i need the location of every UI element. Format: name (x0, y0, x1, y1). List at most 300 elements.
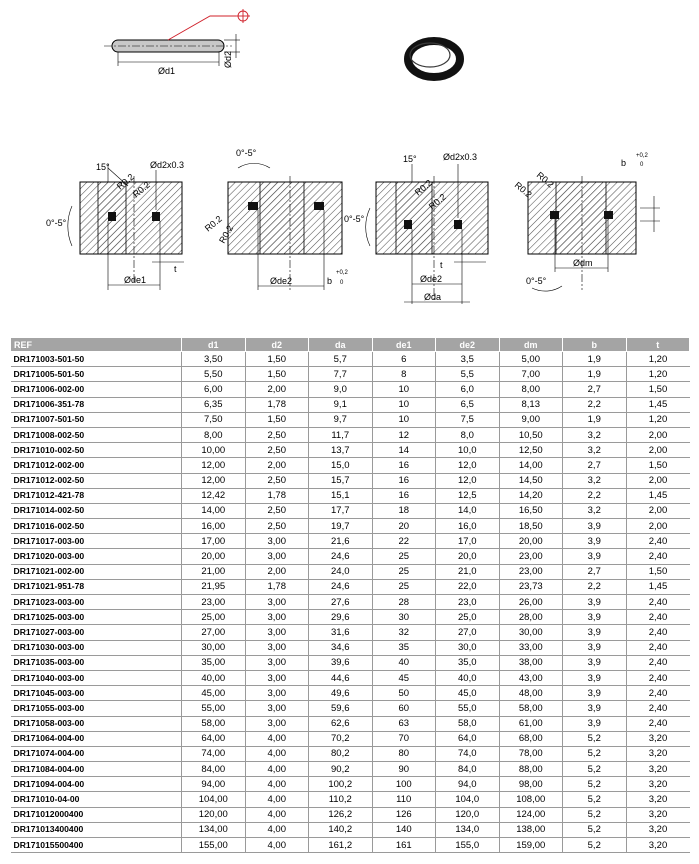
value-cell: 12,00 (182, 458, 246, 473)
value-cell: 20,00 (182, 549, 246, 564)
value-cell: 25,00 (182, 610, 246, 625)
groove3-angle-0-5: 0°-5° (344, 214, 365, 224)
value-cell: 80,2 (309, 746, 373, 761)
value-cell: 3,2 (563, 443, 627, 458)
ref-cell: DR171010-002-50 (11, 443, 182, 458)
ref-cell: DR171005-501-50 (11, 367, 182, 382)
value-cell: 134,00 (182, 822, 246, 837)
groove4-tol-plus: +0,2 (636, 153, 648, 159)
table-row (11, 549, 690, 564)
value-cell: 5,2 (563, 746, 627, 761)
oring-side-view (104, 9, 250, 76)
value-cell: 1,9 (563, 352, 627, 367)
value-cell: 10,00 (182, 443, 246, 458)
groove3-angle-15: 15° (403, 154, 417, 164)
value-cell: 2,00 (626, 503, 690, 518)
value-cell: 50 (372, 686, 436, 701)
value-cell: 70 (372, 731, 436, 746)
value-cell: 84,00 (182, 762, 246, 777)
ref-cell: DR171007-501-50 (11, 412, 182, 427)
groove4-angle-0-5: 0°-5° (526, 276, 547, 286)
value-cell: 159,00 (499, 838, 563, 853)
value-cell: 2,40 (626, 686, 690, 701)
value-cell: 1,9 (563, 412, 627, 427)
value-cell: 3,00 (245, 610, 309, 625)
table-row (11, 352, 690, 367)
value-cell: 40 (372, 655, 436, 670)
value-cell: 2,50 (245, 503, 309, 518)
table-row (11, 488, 690, 503)
oring-d2-label: Ød2 (223, 50, 233, 68)
groove2-tol-plus: +0,2 (336, 270, 348, 276)
value-cell: 24,6 (309, 549, 373, 564)
value-cell: 3,00 (245, 716, 309, 731)
ref-cell: DR171035-003-00 (11, 655, 182, 670)
value-cell: 104,00 (182, 792, 246, 807)
table-row (11, 503, 690, 518)
value-cell: 55,0 (436, 701, 500, 716)
value-cell: 3,2 (563, 473, 627, 488)
value-cell: 8 (372, 367, 436, 382)
ref-cell: DR171008-002-50 (11, 427, 182, 442)
value-cell: 4,00 (245, 792, 309, 807)
value-cell: 3,9 (563, 716, 627, 731)
value-cell: 3,9 (563, 701, 627, 716)
value-cell: 2,50 (245, 519, 309, 534)
value-cell: 61,00 (499, 716, 563, 731)
value-cell: 63 (372, 716, 436, 731)
ref-cell: DR171027-003-00 (11, 625, 182, 640)
ref-cell: DR171012-421-78 (11, 488, 182, 503)
value-cell: 126 (372, 807, 436, 822)
table-row (11, 670, 690, 685)
value-cell: 12 (372, 427, 436, 442)
value-cell: 3,20 (626, 807, 690, 822)
value-cell: 26,00 (499, 595, 563, 610)
value-cell: 5,50 (182, 367, 246, 382)
value-cell: 7,7 (309, 367, 373, 382)
value-cell: 3,9 (563, 595, 627, 610)
value-cell: 16 (372, 473, 436, 488)
value-cell: 155,00 (182, 838, 246, 853)
ref-cell: DR171013400400 (11, 822, 182, 837)
column-header-t: t (626, 338, 690, 352)
ref-cell: DR171084-004-00 (11, 762, 182, 777)
value-cell: 1,78 (245, 488, 309, 503)
groove3-de2-label: Øde2 (420, 274, 443, 284)
value-cell: 2,7 (563, 564, 627, 579)
groove3-chamfer: Ød2x0.3 (443, 152, 478, 162)
value-cell: 12,00 (182, 473, 246, 488)
value-cell: 4,00 (245, 731, 309, 746)
value-cell: 4,00 (245, 838, 309, 853)
table-header-row (11, 338, 690, 352)
ref-cell: DR171040-003-00 (11, 670, 182, 685)
value-cell: 4,00 (245, 777, 309, 792)
value-cell: 1,45 (626, 579, 690, 594)
value-cell: 1,78 (245, 397, 309, 412)
value-cell: 9,00 (499, 412, 563, 427)
value-cell: 2,7 (563, 382, 627, 397)
ref-cell: DR171012000400 (11, 807, 182, 822)
value-cell: 2,7 (563, 458, 627, 473)
value-cell: 14,20 (499, 488, 563, 503)
value-cell: 3,00 (245, 595, 309, 610)
value-cell: 10 (372, 382, 436, 397)
groove1-chamfer: Ød2x0.3 (150, 160, 185, 170)
table-row (11, 610, 690, 625)
value-cell: 2,50 (245, 473, 309, 488)
value-cell: 31,6 (309, 625, 373, 640)
value-cell: 5,5 (436, 367, 500, 382)
groove4-radius-a: R0.2 (512, 179, 534, 200)
value-cell: 21,6 (309, 534, 373, 549)
value-cell: 30 (372, 610, 436, 625)
value-cell: 5,2 (563, 792, 627, 807)
value-cell: 45,0 (436, 686, 500, 701)
value-cell: 16 (372, 458, 436, 473)
table-row (11, 777, 690, 792)
value-cell: 5,2 (563, 731, 627, 746)
value-cell: 17,0 (436, 534, 500, 549)
value-cell: 108,00 (499, 792, 563, 807)
value-cell: 134,0 (436, 822, 500, 837)
value-cell: 78,00 (499, 746, 563, 761)
value-cell: 23,00 (499, 564, 563, 579)
value-cell: 44,6 (309, 670, 373, 685)
ref-cell: DR171012-002-50 (11, 473, 182, 488)
value-cell: 161 (372, 838, 436, 853)
value-cell: 94,00 (182, 777, 246, 792)
groove1-de1-label: Øde1 (124, 275, 147, 285)
value-cell: 15,1 (309, 488, 373, 503)
value-cell: 3,20 (626, 838, 690, 853)
value-cell: 9,0 (309, 382, 373, 397)
value-cell: 1,78 (245, 579, 309, 594)
value-cell: 2,00 (626, 519, 690, 534)
value-cell: 6,0 (436, 382, 500, 397)
value-cell: 3,9 (563, 670, 627, 685)
value-cell: 38,00 (499, 655, 563, 670)
value-cell: 2,00 (626, 443, 690, 458)
value-cell: 2,2 (563, 397, 627, 412)
value-cell: 27,6 (309, 595, 373, 610)
value-cell: 3,20 (626, 746, 690, 761)
ref-cell: DR171045-003-00 (11, 686, 182, 701)
value-cell: 3,00 (245, 549, 309, 564)
groove2-tol-zero: 0 (340, 280, 344, 286)
crosshair-symbol (236, 9, 250, 23)
value-cell: 58,0 (436, 716, 500, 731)
value-cell: 17,00 (182, 534, 246, 549)
value-cell: 48,00 (499, 686, 563, 701)
column-header-ref: REF (11, 338, 182, 352)
ref-cell: DR171023-003-00 (11, 595, 182, 610)
value-cell: 1,50 (626, 458, 690, 473)
value-cell: 161,2 (309, 838, 373, 853)
value-cell: 3,20 (626, 822, 690, 837)
table-row (11, 762, 690, 777)
ref-cell: DR171015500400 (11, 838, 182, 853)
table-row (11, 655, 690, 670)
value-cell: 2,40 (626, 610, 690, 625)
value-cell: 5,2 (563, 762, 627, 777)
value-cell: 88,00 (499, 762, 563, 777)
value-cell: 3,20 (626, 731, 690, 746)
value-cell: 2,40 (626, 670, 690, 685)
value-cell: 8,00 (499, 382, 563, 397)
value-cell: 25,0 (436, 610, 500, 625)
value-cell: 10 (372, 412, 436, 427)
groove-drawing-2 (203, 148, 349, 290)
value-cell: 29,6 (309, 610, 373, 625)
table-row (11, 458, 690, 473)
value-cell: 4,00 (245, 807, 309, 822)
value-cell: 110,2 (309, 792, 373, 807)
value-cell: 39,6 (309, 655, 373, 670)
value-cell: 9,7 (309, 412, 373, 427)
table-row (11, 397, 690, 412)
groove1-t-label: t (174, 264, 177, 274)
value-cell: 4,00 (245, 822, 309, 837)
value-cell: 62,6 (309, 716, 373, 731)
ref-cell: DR171055-003-00 (11, 701, 182, 716)
value-cell: 1,50 (245, 412, 309, 427)
column-header-d1: d1 (182, 338, 246, 352)
groove4-radius-b: R0.2 (534, 169, 556, 190)
value-cell: 2,00 (245, 382, 309, 397)
value-cell: 1,20 (626, 367, 690, 382)
table-row (11, 701, 690, 716)
value-cell: 84,0 (436, 762, 500, 777)
value-cell: 3,50 (182, 352, 246, 367)
value-cell: 2,40 (626, 655, 690, 670)
value-cell: 22 (372, 534, 436, 549)
value-cell: 2,2 (563, 488, 627, 503)
column-header-b: b (563, 338, 627, 352)
value-cell: 3,00 (245, 670, 309, 685)
value-cell: 9,1 (309, 397, 373, 412)
value-cell: 33,00 (499, 640, 563, 655)
groove3-t-label: t (440, 260, 443, 270)
value-cell: 23,00 (499, 549, 563, 564)
value-cell: 2,50 (245, 427, 309, 442)
value-cell: 3,00 (245, 625, 309, 640)
table-row (11, 807, 690, 822)
ref-cell: DR171094-004-00 (11, 777, 182, 792)
value-cell: 3,00 (245, 534, 309, 549)
value-cell: 90,2 (309, 762, 373, 777)
value-cell: 6 (372, 352, 436, 367)
value-cell: 58,00 (499, 701, 563, 716)
value-cell: 11,7 (309, 427, 373, 442)
ref-cell: DR171025-003-00 (11, 610, 182, 625)
value-cell: 14,00 (499, 458, 563, 473)
value-cell: 8,13 (499, 397, 563, 412)
oring-d1-label: Ød1 (158, 66, 176, 76)
groove3-da-label: Øda (424, 292, 442, 302)
value-cell: 23,73 (499, 579, 563, 594)
value-cell: 2,40 (626, 625, 690, 640)
value-cell: 3,9 (563, 610, 627, 625)
value-cell: 90 (372, 762, 436, 777)
ref-cell: DR171021-951-78 (11, 579, 182, 594)
value-cell: 40,00 (182, 670, 246, 685)
value-cell: 3,2 (563, 427, 627, 442)
value-cell: 80 (372, 746, 436, 761)
value-cell: 28 (372, 595, 436, 610)
value-cell: 3,2 (563, 503, 627, 518)
value-cell: 12,0 (436, 458, 500, 473)
groove4-tol-zero: 0 (640, 162, 644, 168)
value-cell: 2,40 (626, 640, 690, 655)
value-cell: 2,40 (626, 701, 690, 716)
value-cell: 14 (372, 443, 436, 458)
ref-cell: DR171021-002-00 (11, 564, 182, 579)
value-cell: 12,5 (436, 488, 500, 503)
value-cell: 1,20 (626, 412, 690, 427)
value-cell: 138,00 (499, 822, 563, 837)
table-row (11, 838, 690, 853)
value-cell: 100,2 (309, 777, 373, 792)
column-header-de2: de2 (436, 338, 500, 352)
ref-cell: DR171030-003-00 (11, 640, 182, 655)
ref-cell: DR171064-004-00 (11, 731, 182, 746)
value-cell: 70,2 (309, 731, 373, 746)
value-cell: 5,7 (309, 352, 373, 367)
value-cell: 8,00 (182, 427, 246, 442)
value-cell: 27,00 (182, 625, 246, 640)
value-cell: 126,2 (309, 807, 373, 822)
table-row (11, 382, 690, 397)
groove2-b-label: b (327, 276, 333, 286)
value-cell: 30,0 (436, 640, 500, 655)
groove3-radius-b: R0.2 (426, 191, 448, 212)
value-cell: 18,50 (499, 519, 563, 534)
value-cell: 5,2 (563, 807, 627, 822)
groove4-b-label: b (621, 158, 627, 168)
value-cell: 3,9 (563, 625, 627, 640)
value-cell: 2,00 (626, 473, 690, 488)
value-cell: 7,50 (182, 412, 246, 427)
groove-drawing-1 (46, 160, 184, 290)
value-cell: 2,40 (626, 595, 690, 610)
ref-cell: DR171006-351-78 (11, 397, 182, 412)
groove3-radius-a: R0.2 (412, 177, 434, 198)
value-cell: 30,00 (182, 640, 246, 655)
value-cell: 60 (372, 701, 436, 716)
value-cell: 2,50 (245, 443, 309, 458)
groove-drawing-3 (344, 152, 488, 304)
table-row (11, 640, 690, 655)
value-cell: 6,5 (436, 397, 500, 412)
value-cell: 45,00 (182, 686, 246, 701)
value-cell: 27,0 (436, 625, 500, 640)
value-cell: 1,50 (245, 352, 309, 367)
value-cell: 3,9 (563, 519, 627, 534)
value-cell: 7,5 (436, 412, 500, 427)
value-cell: 24,0 (309, 564, 373, 579)
value-cell: 2,00 (245, 458, 309, 473)
value-cell: 14,0 (436, 503, 500, 518)
table-row (11, 792, 690, 807)
table-row (11, 822, 690, 837)
value-cell: 14,50 (499, 473, 563, 488)
spec-table (10, 337, 690, 853)
value-cell: 58,00 (182, 716, 246, 731)
value-cell: 3,00 (245, 686, 309, 701)
value-cell: 120,0 (436, 807, 500, 822)
value-cell: 32 (372, 625, 436, 640)
value-cell: 1,50 (626, 382, 690, 397)
table-row (11, 716, 690, 731)
value-cell: 1,9 (563, 367, 627, 382)
value-cell: 155,0 (436, 838, 500, 853)
value-cell: 13,7 (309, 443, 373, 458)
value-cell: 35 (372, 640, 436, 655)
value-cell: 104,0 (436, 792, 500, 807)
value-cell: 17,7 (309, 503, 373, 518)
value-cell: 4,00 (245, 762, 309, 777)
table-row (11, 731, 690, 746)
value-cell: 12,42 (182, 488, 246, 503)
value-cell: 40,0 (436, 670, 500, 685)
table-row (11, 564, 690, 579)
value-cell: 25 (372, 564, 436, 579)
value-cell: 3,9 (563, 686, 627, 701)
table-row (11, 519, 690, 534)
value-cell: 7,00 (499, 367, 563, 382)
table-row (11, 473, 690, 488)
value-cell: 3,00 (245, 655, 309, 670)
value-cell: 64,0 (436, 731, 500, 746)
value-cell: 3,9 (563, 640, 627, 655)
groove2-radius-b: R0.2 (217, 223, 236, 245)
ref-cell: DR171058-003-00 (11, 716, 182, 731)
ref-cell: DR171012-002-00 (11, 458, 182, 473)
value-cell: 35,00 (182, 655, 246, 670)
value-cell: 22,0 (436, 579, 500, 594)
value-cell: 74,00 (182, 746, 246, 761)
value-cell: 59,6 (309, 701, 373, 716)
value-cell: 68,00 (499, 731, 563, 746)
ref-cell: DR171010-04-00 (11, 792, 182, 807)
table-row (11, 595, 690, 610)
value-cell: 16,00 (182, 519, 246, 534)
value-cell: 5,2 (563, 822, 627, 837)
value-cell: 18 (372, 503, 436, 518)
value-cell: 23,00 (182, 595, 246, 610)
value-cell: 20,0 (436, 549, 500, 564)
value-cell: 25 (372, 579, 436, 594)
value-cell: 2,00 (626, 427, 690, 442)
value-cell: 15,0 (309, 458, 373, 473)
groove2-de2-label: Øde2 (270, 276, 293, 286)
table-row (11, 625, 690, 640)
table-row (11, 412, 690, 427)
value-cell: 120,00 (182, 807, 246, 822)
value-cell: 3,00 (245, 701, 309, 716)
value-cell: 74,0 (436, 746, 500, 761)
value-cell: 10 (372, 397, 436, 412)
value-cell: 4,00 (245, 746, 309, 761)
value-cell: 5,2 (563, 777, 627, 792)
value-cell: 3,20 (626, 762, 690, 777)
value-cell: 6,00 (182, 382, 246, 397)
value-cell: 6,35 (182, 397, 246, 412)
value-cell: 64,00 (182, 731, 246, 746)
value-cell: 1,45 (626, 488, 690, 503)
